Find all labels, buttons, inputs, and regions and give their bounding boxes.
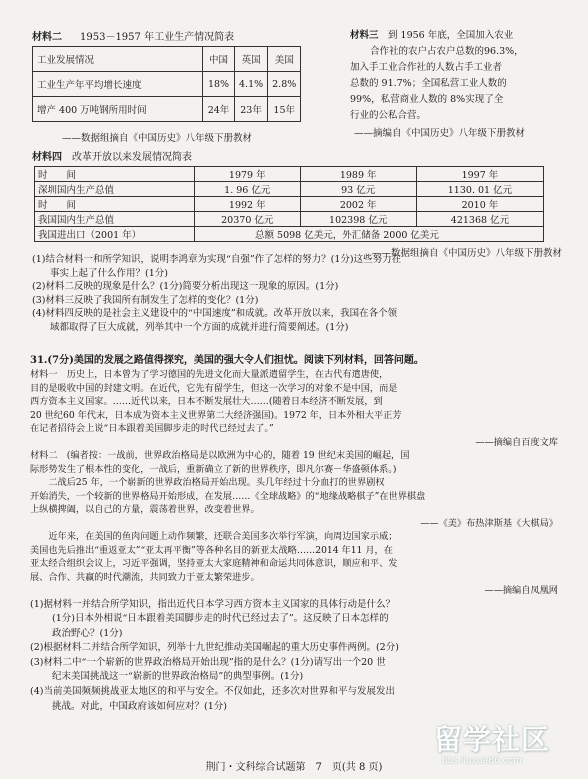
material-two-quote-source: ——《美》布热津斯基《大棋局》 xyxy=(420,517,558,529)
table-row xyxy=(35,227,544,242)
table-cell: 2.8% xyxy=(268,72,301,97)
material-three-line: 到 1956 年底，全国加入农业 xyxy=(388,30,514,41)
table-cell: 深圳国内生产总值 xyxy=(35,182,195,197)
table-cell: 1. 96 亿元 xyxy=(195,182,301,197)
paragraph-line: 开始消失，一个较新的世界格局开始形成，在发展……《全球战略》的“地缘战略棋子”在世界棋盘 xyxy=(30,490,426,502)
material-three xyxy=(350,28,556,142)
paragraph-line: 在记者招待会上说“日本跟着美国脚步走的时代已经过去了。” xyxy=(30,423,274,434)
table-cell: 我国国内生产总值 xyxy=(35,212,195,227)
subquestion-line: 纪末美国挑战这一“崭新的世界政治格局”的典型事例。(1分) xyxy=(52,671,304,683)
question-31-intro: 31.(7分)美国的发展之路值得探究，美国的强大令人们担忧。阅读下列材料，回答问题。 xyxy=(30,355,424,366)
table-cell: 中国 xyxy=(203,47,235,72)
subquestion-line: 挑战。对此，中国政府该如何应对？(1分) xyxy=(52,700,227,712)
table-cell: 1997 年 xyxy=(416,167,543,182)
table-row xyxy=(35,182,544,197)
table-cell: 我国进出口（2001 年） xyxy=(35,227,195,242)
table-cell: 23年 xyxy=(235,97,268,122)
watermark-text: 留学社区 xyxy=(434,723,551,756)
material-three-line: 加入手工业合作社的人数占手工业者 xyxy=(350,62,503,73)
material-two-title: 1953－1957 年工业生产情况简表 xyxy=(80,32,235,43)
material-two-header xyxy=(32,28,334,42)
paragraph-line: 上纵横捭阖，以自己的方量，震荡着世界，改变着世界。 xyxy=(30,504,260,515)
table-cell: 英国 xyxy=(235,47,268,72)
table-cell: 15年 xyxy=(268,97,301,122)
watermark-logo xyxy=(434,718,584,778)
paragraph-line: 展、合作、共赢的时代潮流，共同致力于亚太繁荣进步。 xyxy=(30,571,260,583)
material-three-source: ——摘编自《中国历史》八年级下册教材 xyxy=(354,128,526,139)
table-cell: 时 间 xyxy=(35,197,195,212)
material-three-line: 合作社的农户占农户总数的96.3%， xyxy=(370,46,524,57)
material-three-line: 行业的公私合营。 xyxy=(350,110,427,121)
paragraph-line: 材料二 (编者按：一战前，世界政治格局是以欧洲为中心的，随着 19 世纪末美国的崛起，国 xyxy=(30,450,410,461)
question-line: (1)结合材料一和所学知识，说明李鸿章为实现“自强”作了怎样的努力？(1分)这些努力在 xyxy=(32,254,402,265)
question-line: (3)材料三反映了我国所有制发生了怎样的变化？(1分) xyxy=(32,294,259,306)
table-cell: 4.1% xyxy=(235,72,268,97)
table-cell: 2002 年 xyxy=(300,197,416,212)
reform-table xyxy=(34,166,544,242)
table-cell: 93 亿元 xyxy=(300,182,416,197)
paragraph-line: 西方资本主义国家。……近代以来，日本不断发展壮大……(随着日本经济不断发展，到 xyxy=(30,396,383,407)
question-30-items xyxy=(32,253,556,335)
material-one-source: ——摘编自百度文库 xyxy=(475,436,558,448)
table-cell: 18% xyxy=(203,72,235,97)
table-cell: 102398 亿元 xyxy=(300,212,416,227)
paragraph-line: 材料一 历史上，日本曾为了学习德国的先进文化而大量派遣留学生，在古代有遣唐使， xyxy=(30,369,389,380)
table-cell: 美国 xyxy=(268,47,301,72)
table-row xyxy=(35,197,544,212)
table-cell: 1989 年 xyxy=(300,167,416,182)
subquestion-line: (4)当前美国频频挑战亚太地区的和平与安全。不仅如此，还多次对世界和平与发展发出 xyxy=(30,686,395,698)
question-31-material-two xyxy=(30,449,558,598)
paragraph-line: 20 世纪60 年代末，日本成为资本主义世界第二大经济强国)。1972 年，日本外相大平正芳 xyxy=(30,409,402,421)
table-cell: 增产 400 万吨钢所用时间 xyxy=(33,97,203,122)
table-row xyxy=(33,47,301,72)
industry-table xyxy=(32,46,301,122)
subquestion-line: (3)材料二中“一个崭新的世界政治格局开始出现”指的是什么？(1分)请写出一个20 世 xyxy=(30,656,386,668)
question-line: (2)材料二反映的现象是什么？(1分)简要分析出现这一现象的原因。(1分) xyxy=(32,281,339,293)
question-31-material-one xyxy=(30,368,558,449)
table-cell: 工业发展情况 xyxy=(33,47,203,72)
paragraph-line: 二战后25 年，一个崭新的世界政治格局开始出现。头几年经过十分血打的世界剧权 xyxy=(30,477,385,488)
table-cell: 时 间 xyxy=(35,167,195,182)
material-two xyxy=(32,28,334,144)
material-four-source: ——数据组摘自《中国历史》八年级下册教材 xyxy=(371,248,562,259)
paragraph-line: 近年来，在美国的鱼肉问题上动作频繁，还联合美国多次举行军演，向周边国家示威； xyxy=(30,531,398,542)
table-row xyxy=(35,212,544,227)
material-four xyxy=(32,148,562,259)
table-cell: 421368 亿元 xyxy=(416,212,543,227)
subquestion-line: (2)根据材料二并结合所学知识，列举十九世纪推动美国崛起的重大历史事件两例。(2分) xyxy=(30,642,399,654)
material-two-news-source: ——摘编自凤凰网 xyxy=(484,585,558,596)
table-row xyxy=(33,97,301,122)
paragraph-line: 目的是吸收中国的封建文明。在近代，它先有留学生，但这一次学习的对象不是中国，而是 xyxy=(30,382,398,394)
material-four-header xyxy=(32,148,562,162)
question-31 xyxy=(30,354,558,714)
table-cell: 工业生产年平均增长速度 xyxy=(33,72,203,97)
material-two-source: ——数据组摘自《中国历史》八年级下册教材 xyxy=(62,133,253,144)
paragraph-line: 美国也先后推出“重返亚太”“亚太再平衡”等各种名目的新亚太战略……2014 年11 月，在 xyxy=(30,544,393,556)
table-cell: 1979 年 xyxy=(195,167,301,182)
table-cell: 20370 亿元 xyxy=(195,212,301,227)
subquestion-line: (1分)日本外相说“日本跟着美国脚步走的时代已经过去了”。这反映了日本怎样的 xyxy=(52,613,389,625)
paragraph-line: 亚太经合组织会议上，习近平强调，坚持亚太大家庭精神和命运共同体意识，顺应和平、发 xyxy=(30,558,398,569)
subquestion-line: 政治野心？(1分) xyxy=(52,627,123,639)
table-cell: 24年 xyxy=(203,97,235,122)
watermark-url: bbs.liuxue86.com xyxy=(442,756,522,766)
question-line: (4)材料四反映的是社会主义建设中的“中国速度”和成就。改革开放以来，我国在各个领 xyxy=(32,308,398,320)
material-four-title: 改革开放以来发展情况简表 xyxy=(72,152,192,163)
table-cell: 1130. 01 亿元 xyxy=(416,182,543,197)
table-cell: 总额 5098 亿美元，外汇储备 2000 亿美元 xyxy=(195,227,544,242)
question-line: 域都取得了巨大成就，列举其中一个方面的成就并进行简要阐述。(1分) xyxy=(50,321,349,333)
question-line: 事实上起了什么作用？(1分) xyxy=(50,267,168,279)
table-cell: 2010 年 xyxy=(416,197,543,212)
paragraph-line: 际形势发生了根本性的变化，一战后，重新确立了新的世界秩序，即凡尔赛－华盛顿体系。) xyxy=(30,463,397,475)
question-31-subquestions xyxy=(30,598,558,715)
table-row xyxy=(35,167,544,182)
material-three-line: 99%，私营商业人数的 8%实现了全 xyxy=(350,94,504,105)
subquestion-line: (1)据材料一并结合所学知识，指出近代日本学习西方资本主义国家的具体行动是什么？ xyxy=(30,598,395,610)
page-footer: 荆门・文科综合试题第 7 页(共 8 页) xyxy=(205,762,383,773)
table-cell: 1992 年 xyxy=(195,197,301,212)
material-three-label: 材料三 xyxy=(350,30,379,41)
material-four-label: 材料四 xyxy=(32,152,62,163)
material-two-label: 材料二 xyxy=(32,32,62,43)
table-row xyxy=(33,72,301,97)
material-three-line: 总数的 91.7%；全国私营工业人数的 xyxy=(350,78,507,89)
